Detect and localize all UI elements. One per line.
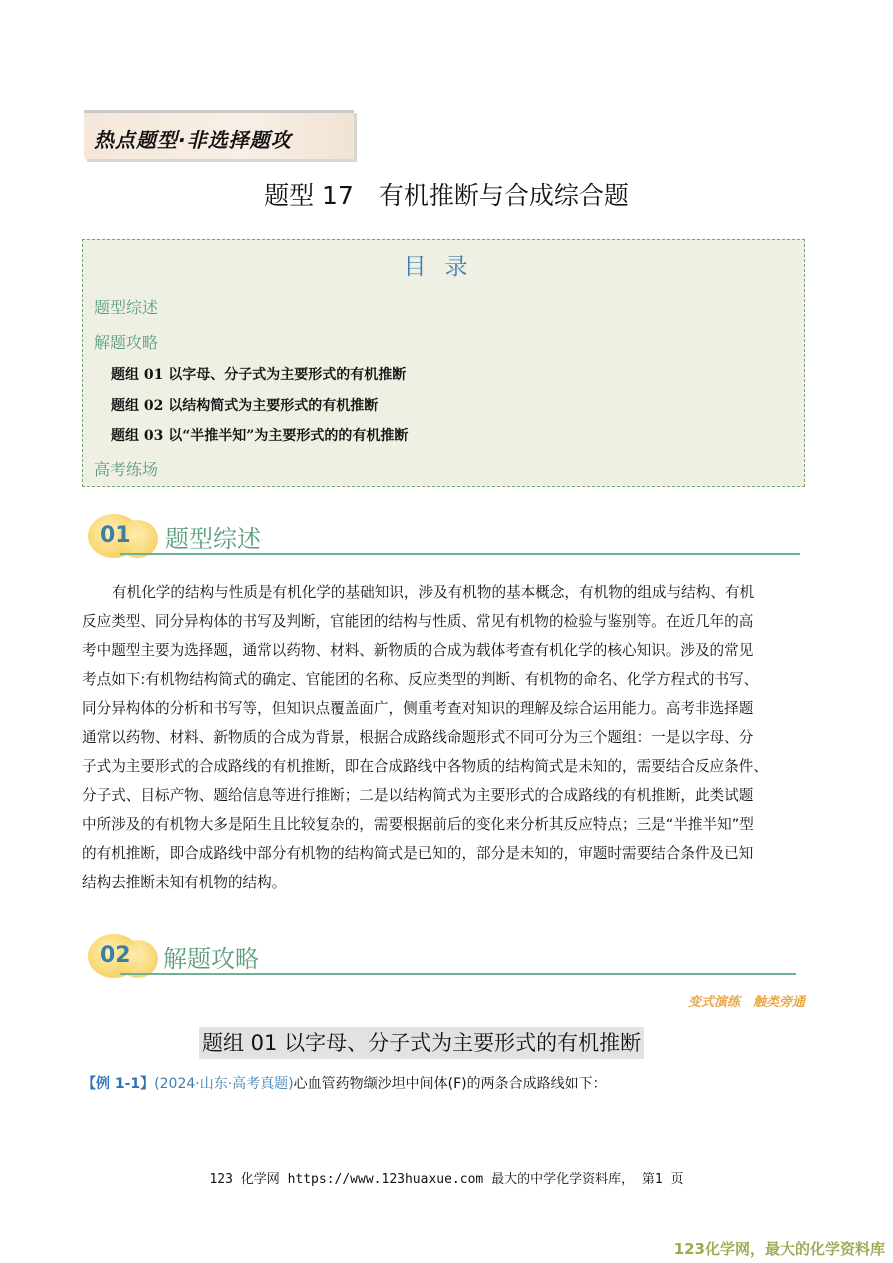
variant-practice-label: 变式演练 触类旁通 — [687, 995, 805, 1010]
overview-paragraph — [82, 578, 807, 897]
toc-item-overview[interactable]: 题型综述 — [94, 298, 159, 317]
paragraph-line: 子式为主要形式的合成路线的有机推断，即在合成路线中各物质的结构简式是未知的，需要结合反应条件、 — [82, 758, 768, 775]
toc-item-group-03[interactable]: 题组 03 以“半推半知”为主要形式的的有机推断 — [111, 428, 409, 444]
page-footer: 123 化学网 https://www.123huaxue.com 最大的中学化学资料库， 第1 页 — [209, 1172, 684, 1187]
paragraph-line: 结构去推断未知有机物的结构。 — [82, 874, 287, 891]
section-01-title: 题型综述 — [165, 525, 261, 553]
section-01-number: 01 — [100, 523, 131, 548]
section-02-number: 02 — [100, 943, 131, 968]
paragraph-line: 分子式、目标产物、题给信息等进行推断；二是以结构简式为主要形式的合成路线的有机推断，此类试题 — [82, 787, 754, 804]
example-tag: 【例 1-1】 — [82, 1076, 155, 1092]
paragraph-line: 中所涉及的有机物大多是陌生且比较复杂的，需要根据前后的变化来分析其反应特点；三是“半推半知”型 — [82, 816, 754, 833]
paragraph-line: 同分异构体的分析和书写等，但知识点覆盖面广，侧重考查对知识的理解及综合运用能力。高考非选择题 — [82, 700, 754, 717]
toc-heading: 目录 — [403, 254, 486, 280]
toc-item-practice[interactable]: 高考练场 — [94, 460, 159, 479]
paragraph-line: 考点如下:有机物结构简式的确定、官能团的名称、反应类型的判断、有机物的命名、化学方程式的书写、 — [82, 671, 759, 688]
toc-item-group-02[interactable]: 题组 02 以结构简式为主要形式的有机推断 — [111, 398, 379, 414]
document-title: 题型 17 有机推断与合成综合题 — [264, 181, 629, 210]
paragraph-line: 通常以药物、材料、新物质的合成为背景，根据合成路线命题形式不同可分为三个题组：一是以字母、分 — [82, 729, 754, 746]
paragraph-line: 的有机推断，即合成路线中部分有机物的结构简式是已知的，部分是未知的，审题时需要结合条件及已知 — [82, 845, 754, 862]
table-of-contents — [82, 239, 805, 487]
section-02-title: 解题攻略 — [163, 945, 259, 973]
paragraph-line: 反应类型、同分异构体的书写及判断，官能团的结构与性质、常见有机物的检验与鉴别等。在近几年的高 — [82, 613, 754, 630]
example-text: 心血管药物缬沙坦中间体(F)的两条合成路线如下： — [293, 1076, 607, 1092]
paragraph-line: 考中题型主要为选择题，通常以药物、材料、新物质的合成为载体考查有机化学的核心知识。涉及的常见 — [82, 642, 754, 659]
toc-item-strategy[interactable]: 解题攻略 — [94, 333, 159, 352]
section-tag-label: 热点题型·非选择题攻 — [94, 128, 292, 152]
section-02-divider — [120, 973, 796, 975]
example-1-1 — [82, 1073, 607, 1093]
toc-item-group-01[interactable]: 题组 01 以字母、分子式为主要形式的有机推断 — [111, 367, 407, 383]
section-tag — [84, 110, 354, 159]
example-source: (2024·山东·高考真题) — [154, 1076, 294, 1092]
group-01-title: 题组 01 以字母、分子式为主要形式的有机推断 — [199, 1027, 644, 1059]
section-01-divider — [120, 553, 800, 555]
watermark: 123化学网，最大的化学资料库 — [673, 1240, 885, 1258]
paragraph-line: 有机化学的结构与性质是有机化学的基础知识，涉及有机物的基本概念，有机物的组成与结构、有机 — [112, 584, 755, 601]
